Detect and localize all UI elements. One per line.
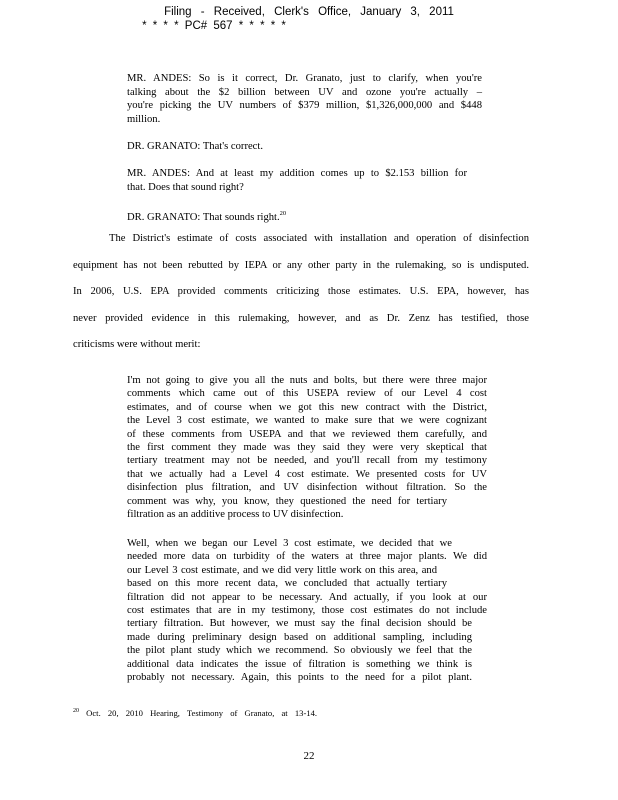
transcript-line: million. bbox=[127, 113, 161, 125]
quote-line: probably not necessary. Again, this points to the need for a pilot plant. bbox=[127, 672, 472, 684]
transcript-exchange-2 bbox=[127, 140, 482, 154]
transcript-line: DR. GRANATO: That sounds right. bbox=[127, 212, 280, 223]
quote-line: disinfection plus filtration, and UV disinfection without filtration. So the bbox=[127, 482, 487, 494]
transcript-line: that. Does that sound right? bbox=[127, 181, 244, 193]
quote-line: our Level 3 cost estimate, and we did very little work on this area, and bbox=[127, 564, 437, 576]
body-line: criticisms were without merit: bbox=[73, 339, 201, 350]
footnote bbox=[73, 708, 317, 718]
pc-number-header: * * * * PC# 567 * * * * * bbox=[142, 20, 286, 32]
body-line: equipment has not been rebutted by IEPA or any other party in the rulemaking, so is undisputed. bbox=[73, 259, 529, 271]
footnote-number: 20 bbox=[73, 708, 79, 714]
quote-line: that we actually had a Level 4 cost estimate. We presented costs for UV bbox=[127, 468, 487, 480]
quote-line: filtration as an additive process to UV disinfection. bbox=[127, 509, 344, 521]
footnote-text: Oct. 20, 2010 Hearing, Testimony of Granato, at 13-14. bbox=[86, 708, 318, 718]
quote-line: comments which came out of this USEPA review of our Level 4 cost bbox=[127, 388, 487, 400]
footnote-ref: 20 bbox=[279, 210, 287, 217]
quote-line: I'm not going to give you all the nuts and bolts, but there were three major bbox=[127, 375, 487, 386]
transcript-exchange-1 bbox=[127, 72, 482, 126]
quote-line: estimates, and of course when we got this new contract with the District, bbox=[127, 401, 487, 413]
body-line: In 2006, U.S. EPA provided comments criticizing those estimates. U.S. EPA, however, has bbox=[73, 286, 529, 297]
quote-line: made during preliminary design based on additional sampling, including bbox=[127, 631, 472, 643]
quote-line: based on this more recent data, we concluded that actually tertiary bbox=[127, 578, 447, 590]
transcript-exchange-3 bbox=[127, 167, 482, 194]
quote-line: cost estimates that are in my testimony, those cost estimates do not include bbox=[127, 605, 487, 617]
quote-line: tertiary treatment may not be needed, and you'll recall from my testimony bbox=[127, 455, 487, 467]
transcript-line: MR. ANDES: So is it correct, Dr. Granato, just to clarify, when you're bbox=[127, 73, 482, 84]
transcript-line: DR. GRANATO: That's correct. bbox=[127, 141, 263, 152]
block-quote-paragraph-2 bbox=[127, 537, 487, 684]
quote-line: the first comment they made was they said they were very skeptical that bbox=[127, 442, 487, 454]
quote-line: needed more data on turbidity of the waters at three major plants. We did bbox=[127, 551, 487, 563]
quote-line: of these comments from USEPA and that we reviewed them carefully, and bbox=[127, 428, 487, 440]
page-number: 22 bbox=[303, 750, 315, 762]
transcript-line: talking about the $2 billion between UV and ozone you're actually – bbox=[127, 86, 482, 98]
quote-line: tertiary filtration. But however, we must say the final decision should be bbox=[127, 618, 472, 630]
transcript-line: MR. ANDES: And at least my addition comes up to $2.153 billion for bbox=[127, 168, 467, 179]
quote-line: additional data indicates the issue of filtration is something we think is bbox=[127, 658, 472, 670]
body-line: The District's estimate of costs associated with installation and operation of disinfection bbox=[109, 233, 529, 244]
quote-line: Well, when we began our Level 3 cost estimate, we decided that we bbox=[127, 538, 452, 549]
quote-line: the pilot plant study which we recommend. So obviously we feel that the bbox=[127, 645, 472, 657]
transcript-line: you're picking the UV numbers of $379 million, $1,326,000,000 and $448 bbox=[127, 100, 482, 111]
quote-line: filtration did not appear to be necessary. And actually, if you look at our bbox=[127, 591, 487, 603]
quote-line: the Level 3 cost estimate, we wanted to make sure that we were cognizant bbox=[127, 415, 487, 427]
quote-line: comment was why, you know, they questioned the need for tertiary bbox=[127, 495, 447, 507]
transcript-exchange-4 bbox=[127, 207, 482, 225]
filing-header: Filing - Received, Clerk's Office, January 3, 2011 bbox=[164, 6, 454, 18]
body-line: never provided evidence in this rulemaking, however, and as Dr. Zenz has testified, those bbox=[73, 312, 529, 324]
body-paragraph bbox=[73, 226, 529, 359]
block-quote-paragraph-1 bbox=[127, 374, 487, 521]
